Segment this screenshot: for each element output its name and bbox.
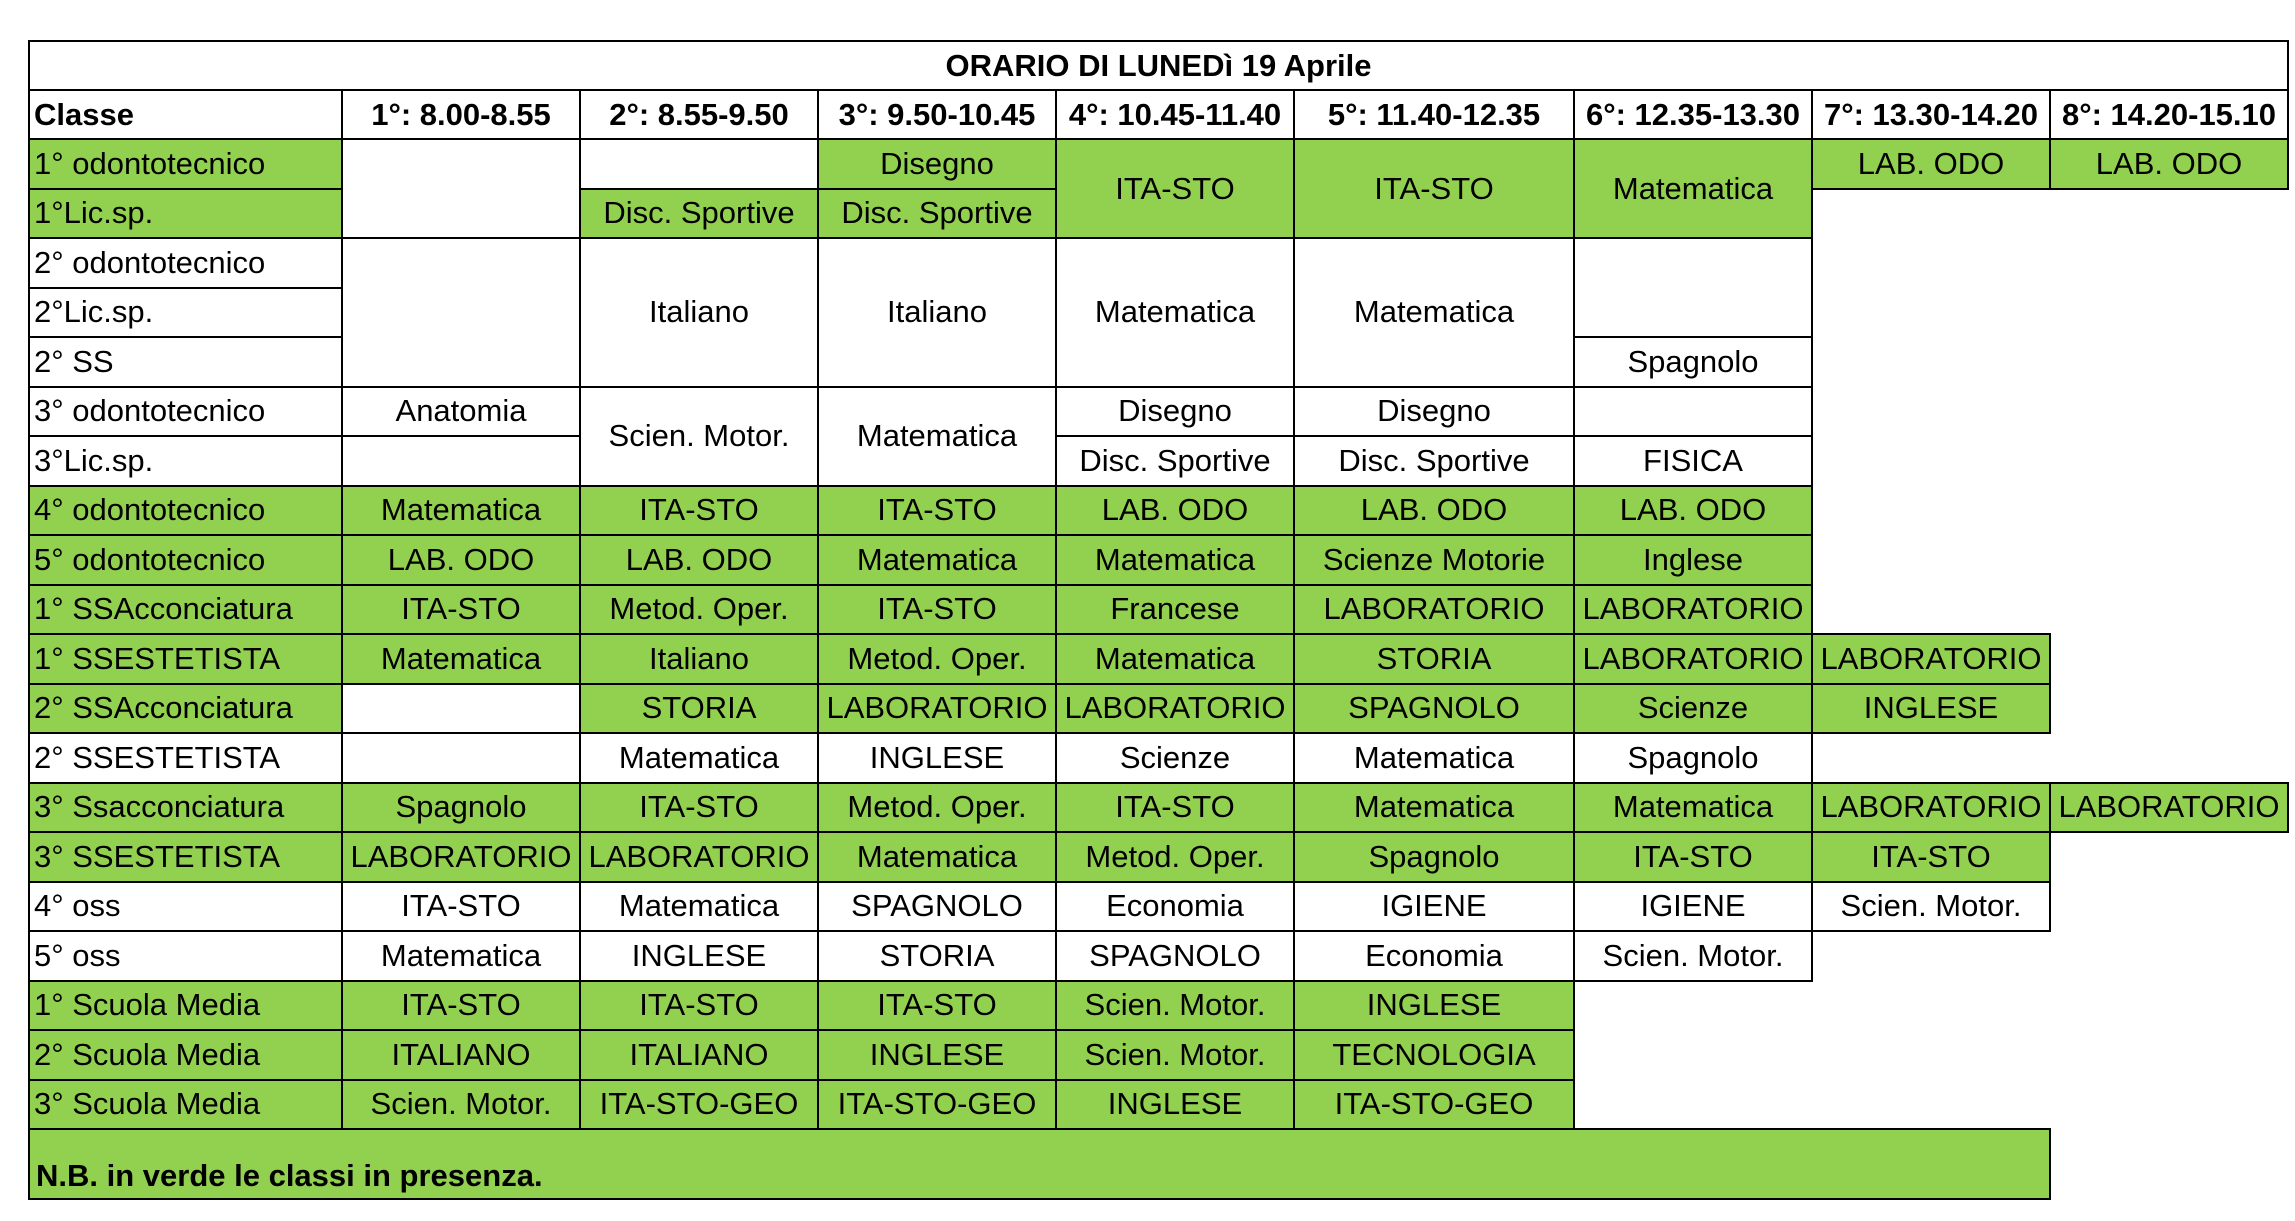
class-label: 4° oss bbox=[29, 882, 342, 932]
lesson-cell: LABORATORIO bbox=[2050, 783, 2288, 833]
lesson-cell: ITA-STO bbox=[580, 783, 818, 833]
lesson-cell: FISICA bbox=[1574, 436, 1812, 486]
table-row bbox=[29, 634, 2288, 684]
lesson-cell: SPAGNOLO bbox=[818, 882, 1056, 932]
lesson-cell bbox=[1574, 238, 1812, 337]
header-slot-7: 7°: 13.30-14.20 bbox=[1812, 90, 2050, 139]
table-row bbox=[29, 585, 2288, 635]
table-row bbox=[29, 882, 2288, 932]
lesson-cell: Scien. Motor. bbox=[1812, 882, 2050, 932]
lesson-cell: Scien. Motor. bbox=[342, 1080, 580, 1130]
lesson-cell: ITA-STO bbox=[342, 981, 580, 1031]
lesson-cell: INGLESE bbox=[818, 1030, 1056, 1080]
header-slot-2: 2°: 8.55-9.50 bbox=[580, 90, 818, 139]
table-row bbox=[29, 783, 2288, 833]
lesson-cell: SPAGNOLO bbox=[1056, 931, 1294, 981]
header-slot-3: 3°: 9.50-10.45 bbox=[818, 90, 1056, 139]
lesson-cell: ITA-STO-GEO bbox=[818, 1080, 1056, 1130]
lesson-cell: Matematica bbox=[1056, 238, 1294, 387]
empty-cell bbox=[1812, 585, 2050, 635]
lesson-cell: ITA-STO bbox=[818, 981, 1056, 1031]
empty-cell bbox=[1812, 535, 2050, 585]
lesson-cell: ITA-STO bbox=[580, 486, 818, 536]
timetable-sheet bbox=[28, 40, 2289, 1200]
lesson-cell bbox=[342, 139, 580, 238]
class-label: 3° odontotecnico bbox=[29, 387, 342, 437]
empty-cell bbox=[1812, 981, 2050, 1031]
lesson-cell: ITA-STO bbox=[818, 585, 1056, 635]
lesson-cell: Matematica bbox=[1294, 733, 1574, 783]
empty-cell bbox=[2050, 832, 2288, 882]
title-row bbox=[29, 41, 2288, 90]
table-row bbox=[29, 1080, 2288, 1130]
empty-cell bbox=[2050, 733, 2288, 783]
table-row bbox=[29, 139, 2288, 189]
lesson-cell: Scien. Motor. bbox=[580, 387, 818, 486]
class-label: 2° SS bbox=[29, 337, 342, 387]
lesson-cell: INGLESE bbox=[818, 733, 1056, 783]
table-row bbox=[29, 832, 2288, 882]
empty-cell bbox=[1812, 1080, 2050, 1130]
lesson-cell bbox=[342, 436, 580, 486]
table-row bbox=[29, 387, 2288, 437]
empty-cell bbox=[2050, 337, 2288, 387]
empty-cell bbox=[1812, 189, 2050, 239]
empty-cell bbox=[1812, 387, 2050, 437]
lesson-cell: Disegno bbox=[818, 139, 1056, 189]
empty-cell bbox=[1812, 931, 2050, 981]
lesson-cell: Francese bbox=[1056, 585, 1294, 635]
lesson-cell: Spagnolo bbox=[1574, 337, 1812, 387]
class-label: 2° SSAcconciatura bbox=[29, 684, 342, 734]
empty-cell bbox=[1812, 436, 2050, 486]
class-label: 4° odontotecnico bbox=[29, 486, 342, 536]
class-label: 1° Scuola Media bbox=[29, 981, 342, 1031]
lesson-cell: Matematica bbox=[342, 634, 580, 684]
lesson-cell: LABORATORIO bbox=[1574, 634, 1812, 684]
class-label: 1° odontotecnico bbox=[29, 139, 342, 189]
lesson-cell: Italiano bbox=[580, 238, 818, 387]
lesson-cell: Scienze bbox=[1574, 684, 1812, 734]
lesson-cell: Metod. Oper. bbox=[818, 783, 1056, 833]
empty-cell bbox=[1812, 288, 2050, 338]
empty-cell bbox=[2050, 288, 2288, 338]
empty-cell bbox=[1574, 981, 1812, 1031]
lesson-cell: Disc. Sportive bbox=[580, 189, 818, 239]
lesson-cell: Metod. Oper. bbox=[818, 634, 1056, 684]
lesson-cell: LAB. ODO bbox=[1812, 139, 2050, 189]
class-label: 1° SSESTETISTA bbox=[29, 634, 342, 684]
lesson-cell: ITA-STO bbox=[1294, 139, 1574, 238]
empty-cell bbox=[2050, 238, 2288, 288]
lesson-cell: Scien. Motor. bbox=[1056, 981, 1294, 1031]
empty-cell bbox=[2050, 882, 2288, 932]
empty-cell bbox=[2050, 684, 2288, 734]
lesson-cell: Economia bbox=[1056, 882, 1294, 932]
empty-cell bbox=[2050, 486, 2288, 536]
empty-cell bbox=[1812, 238, 2050, 288]
lesson-cell: ITA-STO bbox=[342, 882, 580, 932]
lesson-cell: ITA-STO-GEO bbox=[580, 1080, 818, 1130]
empty-cell bbox=[2050, 981, 2288, 1031]
empty-cell bbox=[2050, 436, 2288, 486]
lesson-cell: STORIA bbox=[818, 931, 1056, 981]
header-classe: Classe bbox=[29, 90, 342, 139]
lesson-cell: LAB. ODO bbox=[2050, 139, 2288, 189]
timetable bbox=[28, 40, 2289, 1200]
header-row bbox=[29, 90, 2288, 139]
class-label: 2° SSESTETISTA bbox=[29, 733, 342, 783]
table-row bbox=[29, 1030, 2288, 1080]
lesson-cell: Matematica bbox=[342, 931, 580, 981]
lesson-cell: Matematica bbox=[342, 486, 580, 536]
table-row bbox=[29, 684, 2288, 734]
table-row bbox=[29, 486, 2288, 536]
table-row bbox=[29, 436, 2288, 486]
lesson-cell bbox=[1574, 387, 1812, 437]
header-slot-1: 1°: 8.00-8.55 bbox=[342, 90, 580, 139]
table-row bbox=[29, 238, 2288, 288]
class-label: 5° odontotecnico bbox=[29, 535, 342, 585]
lesson-cell: Disc. Sportive bbox=[1056, 436, 1294, 486]
class-label: 3° SSESTETISTA bbox=[29, 832, 342, 882]
lesson-cell: INGLESE bbox=[580, 931, 818, 981]
class-label: 5° oss bbox=[29, 931, 342, 981]
empty-cell bbox=[2050, 1129, 2288, 1199]
lesson-cell: Matematica bbox=[818, 387, 1056, 486]
lesson-cell: LAB. ODO bbox=[580, 535, 818, 585]
class-label: 2° Scuola Media bbox=[29, 1030, 342, 1080]
lesson-cell: INGLESE bbox=[1812, 684, 2050, 734]
lesson-cell: STORIA bbox=[580, 684, 818, 734]
lesson-cell: SPAGNOLO bbox=[1294, 684, 1574, 734]
lesson-cell: LABORATORIO bbox=[1812, 783, 2050, 833]
lesson-cell: Matematica bbox=[1294, 783, 1574, 833]
lesson-cell: Scienze Motorie bbox=[1294, 535, 1574, 585]
lesson-cell: Economia bbox=[1294, 931, 1574, 981]
lesson-cell: Scien. Motor. bbox=[1056, 1030, 1294, 1080]
lesson-cell: LABORATORIO bbox=[580, 832, 818, 882]
lesson-cell: Spagnolo bbox=[1294, 832, 1574, 882]
class-label: 2°Lic.sp. bbox=[29, 288, 342, 338]
empty-cell bbox=[2050, 189, 2288, 239]
empty-cell bbox=[2050, 931, 2288, 981]
lesson-cell bbox=[580, 139, 818, 189]
lesson-cell: Disc. Sportive bbox=[818, 189, 1056, 239]
lesson-cell: Matematica bbox=[580, 733, 818, 783]
header-slot-5: 5°: 11.40-12.35 bbox=[1294, 90, 1574, 139]
lesson-cell: Inglese bbox=[1574, 535, 1812, 585]
lesson-cell: Spagnolo bbox=[342, 783, 580, 833]
class-label: 1°Lic.sp. bbox=[29, 189, 342, 239]
lesson-cell: LAB. ODO bbox=[342, 535, 580, 585]
lesson-cell: Matematica bbox=[818, 535, 1056, 585]
lesson-cell bbox=[342, 733, 580, 783]
note-row bbox=[29, 1129, 2288, 1199]
table-row bbox=[29, 981, 2288, 1031]
lesson-cell: LABORATORIO bbox=[342, 832, 580, 882]
empty-cell bbox=[2050, 387, 2288, 437]
lesson-cell bbox=[342, 684, 580, 734]
empty-cell bbox=[2050, 1030, 2288, 1080]
lesson-cell: ITA-STO bbox=[1574, 832, 1812, 882]
lesson-cell: INGLESE bbox=[1056, 1080, 1294, 1130]
lesson-cell: Metod. Oper. bbox=[1056, 832, 1294, 882]
lesson-cell: Disegno bbox=[1056, 387, 1294, 437]
lesson-cell: LABORATORIO bbox=[1812, 634, 2050, 684]
lesson-cell: ITA-STO bbox=[1056, 783, 1294, 833]
header-slot-6: 6°: 12.35-13.30 bbox=[1574, 90, 1812, 139]
lesson-cell: Matematica bbox=[1294, 238, 1574, 387]
class-label: 3° Scuola Media bbox=[29, 1080, 342, 1130]
lesson-cell: LABORATORIO bbox=[1056, 684, 1294, 734]
lesson-cell: ITA-STO bbox=[580, 981, 818, 1031]
empty-cell bbox=[2050, 535, 2288, 585]
lesson-cell: LABORATORIO bbox=[818, 684, 1056, 734]
empty-cell bbox=[1812, 1030, 2050, 1080]
lesson-cell: Matematica bbox=[818, 832, 1056, 882]
page-title: ORARIO DI LUNEDì 19 Aprile bbox=[29, 41, 2288, 90]
lesson-cell: LAB. ODO bbox=[1574, 486, 1812, 536]
lesson-cell: STORIA bbox=[1294, 634, 1574, 684]
legend-note: N.B. in verde le classi in presenza. bbox=[29, 1129, 2050, 1199]
lesson-cell: Italiano bbox=[580, 634, 818, 684]
empty-cell bbox=[2050, 1080, 2288, 1130]
lesson-cell: LAB. ODO bbox=[1294, 486, 1574, 536]
lesson-cell: ITA-STO bbox=[342, 585, 580, 635]
class-label: 3° Ssacconciatura bbox=[29, 783, 342, 833]
lesson-cell: ITALIANO bbox=[580, 1030, 818, 1080]
lesson-cell: ITA-STO bbox=[818, 486, 1056, 536]
lesson-cell: Matematica bbox=[1056, 535, 1294, 585]
class-label: 2° odontotecnico bbox=[29, 238, 342, 288]
lesson-cell: IGIENE bbox=[1294, 882, 1574, 932]
lesson-cell: Spagnolo bbox=[1574, 733, 1812, 783]
class-label: 3°Lic.sp. bbox=[29, 436, 342, 486]
empty-cell bbox=[1812, 337, 2050, 387]
empty-cell bbox=[1574, 1080, 1812, 1130]
lesson-cell: Metod. Oper. bbox=[580, 585, 818, 635]
lesson-cell bbox=[342, 238, 580, 387]
lesson-cell: Matematica bbox=[1574, 783, 1812, 833]
header-slot-8: 8°: 14.20-15.10 bbox=[2050, 90, 2288, 139]
header-slot-4: 4°: 10.45-11.40 bbox=[1056, 90, 1294, 139]
lesson-cell: Disc. Sportive bbox=[1294, 436, 1574, 486]
table-row bbox=[29, 535, 2288, 585]
lesson-cell: LAB. ODO bbox=[1056, 486, 1294, 536]
lesson-cell: Matematica bbox=[580, 882, 818, 932]
empty-cell bbox=[1812, 733, 2050, 783]
lesson-cell: LABORATORIO bbox=[1574, 585, 1812, 635]
table-row bbox=[29, 931, 2288, 981]
table-row bbox=[29, 733, 2288, 783]
class-label: 1° SSAcconciatura bbox=[29, 585, 342, 635]
lesson-cell: IGIENE bbox=[1574, 882, 1812, 932]
lesson-cell: ITA-STO bbox=[1056, 139, 1294, 238]
lesson-cell: Anatomia bbox=[342, 387, 580, 437]
lesson-cell: Scien. Motor. bbox=[1574, 931, 1812, 981]
empty-cell bbox=[1574, 1030, 1812, 1080]
empty-cell bbox=[1812, 486, 2050, 536]
lesson-cell: ITA-STO bbox=[1812, 832, 2050, 882]
lesson-cell: TECNOLOGIA bbox=[1294, 1030, 1574, 1080]
lesson-cell: INGLESE bbox=[1294, 981, 1574, 1031]
lesson-cell: Scienze bbox=[1056, 733, 1294, 783]
lesson-cell: ITALIANO bbox=[342, 1030, 580, 1080]
empty-cell bbox=[2050, 634, 2288, 684]
lesson-cell: Italiano bbox=[818, 238, 1056, 387]
lesson-cell: ITA-STO-GEO bbox=[1294, 1080, 1574, 1130]
empty-cell bbox=[2050, 585, 2288, 635]
lesson-cell: LABORATORIO bbox=[1294, 585, 1574, 635]
lesson-cell: Matematica bbox=[1056, 634, 1294, 684]
lesson-cell: Matematica bbox=[1574, 139, 1812, 238]
lesson-cell: Disegno bbox=[1294, 387, 1574, 437]
